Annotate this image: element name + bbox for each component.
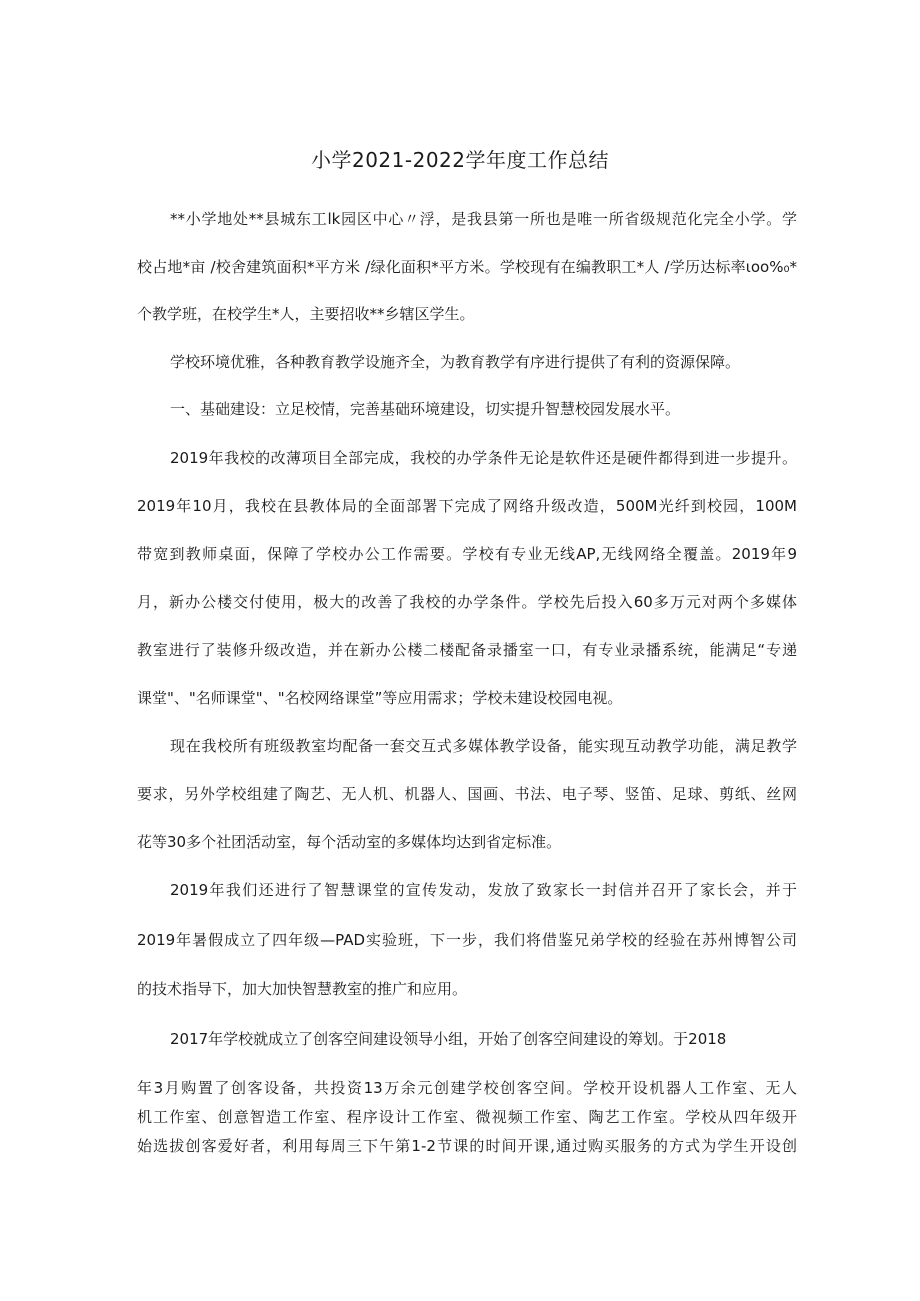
paragraph-6-line-3: 机工作室、创意智造工作室、程序设计工作室、微视频工作室、陶艺工作室。学校从四年级开 <box>137 1108 797 1126</box>
paragraph-4-line-2: 要求，另外学校组建了陶艺、无人机、机器人、国画、书法、电子琴、竖笛、足球、剪纸、丝网 <box>137 785 797 803</box>
paragraph-5-line-2: 2019年暑假成立了四年级—PAD实验班，下一步，我们将借鉴兄弟学校的经验在苏州博智公司 <box>137 931 797 949</box>
paragraph-3-line-4: 月，新办公楼交付使用，极大的改善了我校的办学条件。学校先后投入60多万元对两个多媒体 <box>137 593 797 611</box>
paragraph-1-line-1: **小学地处**县城东工lk园区中心〃浮，是我县第一所也是唯一所省级规范化完全小学。学 <box>170 210 797 228</box>
paragraph-4-line-3: 花等30多个社团活动室，每个活动室的多媒体均达到省定标准。 <box>137 833 562 851</box>
paragraph-3-line-5: 教室进行了装修升级改造，并在新办公楼二楼配备录播室一口，有专业录播系统，能满足“专递 <box>137 641 797 659</box>
paragraph-5-line-3: 的技术指导下，加大加快智慧教室的推广和应用。 <box>137 980 468 998</box>
paragraph-6-line-1: 2017年学校就成立了创客空间建设领导小组，开始了创客空间建设的筹划。于2018 <box>170 1030 727 1048</box>
paragraph-6-line-2: 年3月购置了创客设备，共投资13万余元创建学校创客空间。学校开设机器人工作室、无人 <box>137 1079 797 1097</box>
paragraph-1-line-2: 校占地*亩 /校舍建筑面积*平方米 /绿化面积*平方米。学校现有在编教职工*人 /学历达标率ιoo%₀* <box>137 258 797 276</box>
paragraph-3-line-1: 2019年我校的改薄项目全部完成，我校的办学条件无论是软件还是硬件都得到进一步提升。 <box>170 449 797 467</box>
paragraph-1-line-3: 个教学班，在校学生*人，主要招收**乡辖区学生。 <box>137 305 475 323</box>
paragraph-3-line-2: 2019年10月，我校在县教体局的全面部署下完成了网络升级改造，500M光纤到校园，100M <box>137 497 797 515</box>
paragraph-6-line-4: 始选拔创客爱好者，利用每周三下午第1-2节课的时间开课,通过购买服务的方式为学生开设创 <box>137 1137 797 1155</box>
paragraph-5-line-1: 2019年我们还进行了智慧课堂的宣传发动，发放了致家长一封信并召开了家长会，并于 <box>170 881 797 899</box>
section-heading-1: 一、基础建设：立足校情，完善基础环境建设，切实提升智慧校园发展水平。 <box>170 400 681 418</box>
paragraph-2-line-1: 学校环境优雅，各种教育教学设施齐全，为教育教学有序进行提供了有利的资源保障。 <box>170 353 741 371</box>
paragraph-3-line-6: 课堂"、"名师课堂"、"名校网络课堂”等应用需求；学校未建设校园电视。 <box>137 689 623 707</box>
paragraph-4-line-1: 现在我校所有班级教室均配备一套交互式多媒体教学设备，能实现互动教学功能，满足教学 <box>170 737 797 755</box>
document-title: 小学2021-2022学年度工作总结 <box>310 148 609 172</box>
paragraph-3-line-3: 带宽到教师桌面，保障了学校办公工作需要。学校有专业无线AP,无线网络全覆盖。2019年9 <box>137 545 797 563</box>
